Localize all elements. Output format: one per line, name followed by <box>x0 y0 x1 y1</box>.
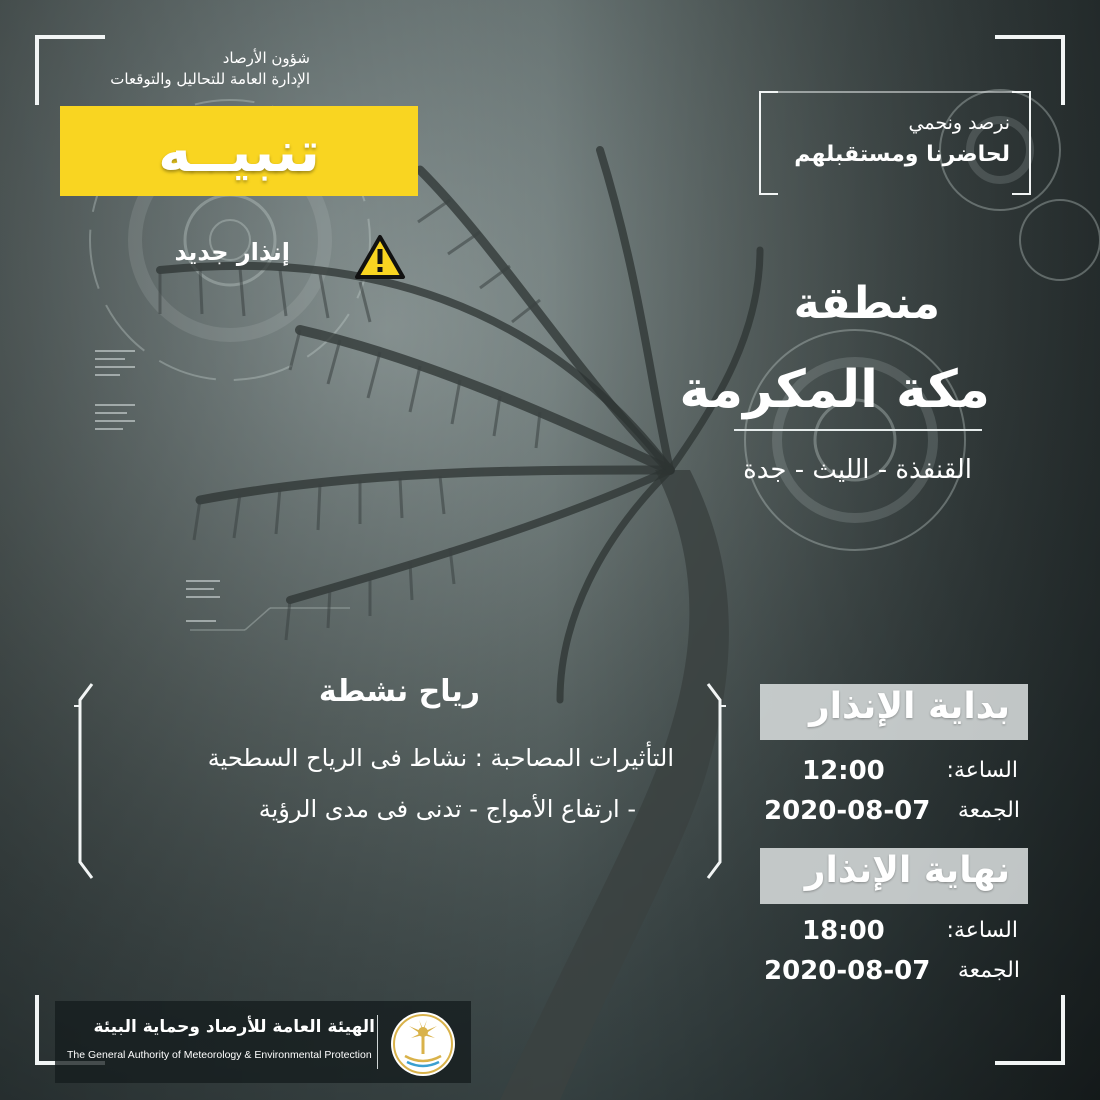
alert-label-box <box>60 106 418 196</box>
hazard-title: رياح نشطة <box>318 674 480 709</box>
start-date-value: 2020-08-07 <box>764 796 931 826</box>
authority-name-arabic: الهيئة العامة للأرصاد وحماية البيئة <box>93 1017 375 1037</box>
new-warning-label: إنذار جديد <box>174 238 290 266</box>
region-divider <box>734 429 982 431</box>
footer-divider <box>377 1015 378 1069</box>
start-time-label: الساعة: <box>946 758 1018 783</box>
department-header <box>100 48 310 90</box>
slogan-block <box>758 92 1030 194</box>
end-time-value: 18:00 <box>802 916 885 946</box>
affected-cities: القنفذة - الليث - جدة <box>743 455 972 485</box>
slogan-line-2: لحاضرنا ومستقبلهم <box>794 142 1010 167</box>
hazard-effects-line-2: - ارتفاع الأمواج - تدنى فى مدى الرؤية <box>258 795 636 823</box>
authority-name-english: The General Authority of Meteorology & Environmental Protection <box>67 1049 372 1061</box>
end-time-label: الساعة: <box>946 918 1018 943</box>
start-day-label: الجمعة <box>957 798 1020 823</box>
footer-bar <box>55 1001 471 1083</box>
end-date-value: 2020-08-07 <box>764 956 931 986</box>
region-label: منطقة <box>793 278 940 329</box>
palm-swords-logo-icon <box>389 1010 457 1078</box>
end-title: نهاية الإنذار <box>804 850 1010 891</box>
hazard-effects-line-1: التأثيرات المصاحبة : نشاط فى الرياح السطحية <box>207 744 674 772</box>
warning-triangle-icon <box>354 234 406 280</box>
start-time-value: 12:00 <box>802 756 885 786</box>
end-title-box <box>760 848 1028 904</box>
alert-label: تنبيــه <box>158 120 320 185</box>
department-line-2: الإدارة العامة للتحاليل والتوقعات <box>110 70 310 88</box>
start-title: بداية الإنذار <box>808 686 1010 727</box>
start-title-box <box>760 684 1028 740</box>
department-line-1: شؤون الأرصاد <box>222 49 310 67</box>
region-name: مكة المكرمة <box>679 360 990 420</box>
slogan-line-1: نرصد ونحمي <box>908 112 1010 134</box>
end-day-label: الجمعة <box>957 958 1020 983</box>
